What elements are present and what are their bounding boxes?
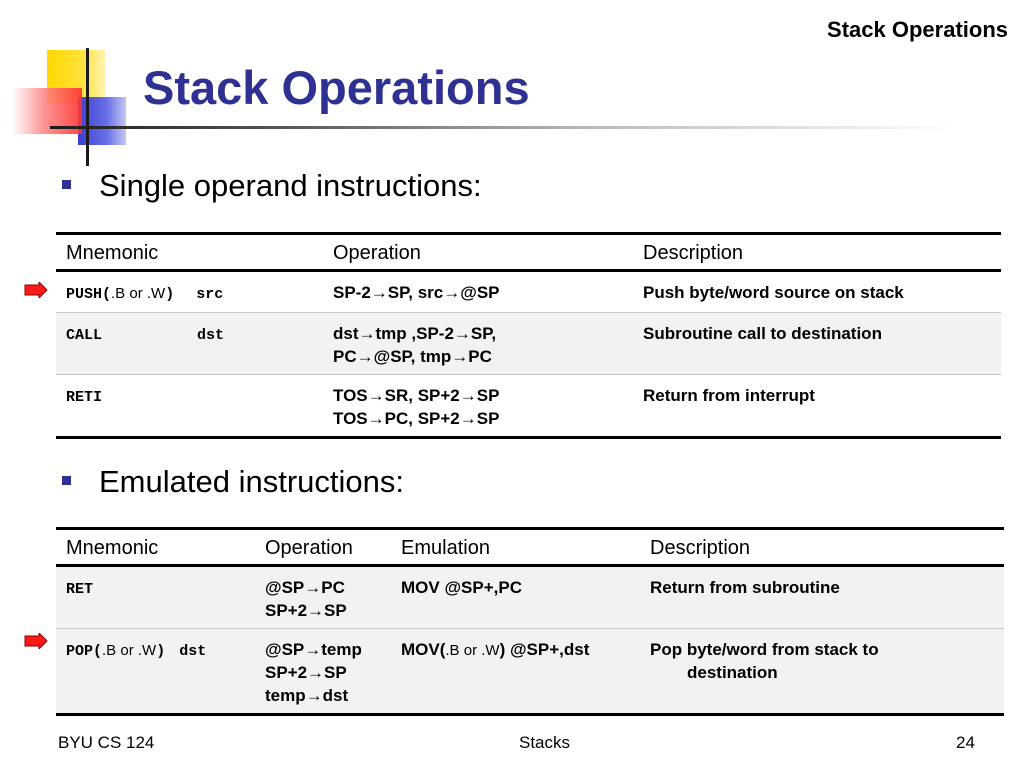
description-cell: Return from subroutine xyxy=(640,566,1004,629)
column-header: Description xyxy=(633,234,1001,271)
column-header: Emulation xyxy=(391,529,640,566)
mnemonic-cell: POP(.B or .W) dst xyxy=(56,629,255,715)
table-row xyxy=(56,313,1001,375)
operation-cell: @SP→temp SP+2→SP temp→dst xyxy=(255,629,391,715)
bullet-square-icon xyxy=(62,180,71,189)
arrow-right-icon xyxy=(24,633,48,649)
corner-title: Stack Operations xyxy=(827,17,1008,42)
description-cell: Push byte/word source on stack xyxy=(633,271,1001,313)
bullet-text: Emulated instructions: xyxy=(99,464,404,499)
table-row xyxy=(56,629,1004,715)
operation-cell: dst→tmp ,SP-2→SP, PC→@SP, tmp→PC xyxy=(323,313,633,375)
footer-topic: Stacks xyxy=(519,733,571,752)
mnemonic-cell: CALL dst xyxy=(56,313,323,375)
emulation-cell: MOV(.B or .W) @SP+,dst xyxy=(391,629,640,715)
column-header: Mnemonic xyxy=(56,529,255,566)
arrow-right-icon xyxy=(24,282,48,298)
description-cell: Return from interrupt xyxy=(633,375,1001,438)
bullet-text: Single operand instructions: xyxy=(99,168,482,203)
operation-cell: SP-2→SP, src→@SP xyxy=(323,271,633,313)
slide-title: Stack Operations xyxy=(143,61,530,114)
table-row xyxy=(56,375,1001,438)
column-header: Operation xyxy=(255,529,391,566)
bullet-single-operand xyxy=(62,168,482,204)
description-cell: Subroutine call to destination xyxy=(633,313,1001,375)
mnemonic-cell: RETI xyxy=(56,375,323,438)
logo-vertical-line xyxy=(86,48,89,166)
footer-page-number: 24 xyxy=(956,733,975,752)
mnemonic-cell: PUSH(.B or .W) src xyxy=(56,271,323,313)
column-header: Operation xyxy=(323,234,633,271)
bullet-emulated xyxy=(62,464,404,500)
emulation-cell: MOV @SP+,PC xyxy=(391,566,640,629)
footer-course: BYU CS 124 xyxy=(58,733,155,752)
column-header: Mnemonic xyxy=(56,234,323,271)
description-cell: Pop byte/word from stack to destination xyxy=(640,629,1004,715)
table-row xyxy=(56,566,1004,629)
table-row xyxy=(56,271,1001,313)
emulated-table xyxy=(56,527,1004,716)
column-header: Description xyxy=(640,529,1004,566)
mnemonic-cell: RET xyxy=(56,566,255,629)
operation-cell: TOS→SR, SP+2→SP TOS→PC, SP+2→SP xyxy=(323,375,633,438)
operation-cell: @SP→PC SP+2→SP xyxy=(255,566,391,629)
bullet-square-icon xyxy=(62,476,71,485)
single-operand-table xyxy=(56,232,1001,439)
title-underline xyxy=(50,126,960,129)
